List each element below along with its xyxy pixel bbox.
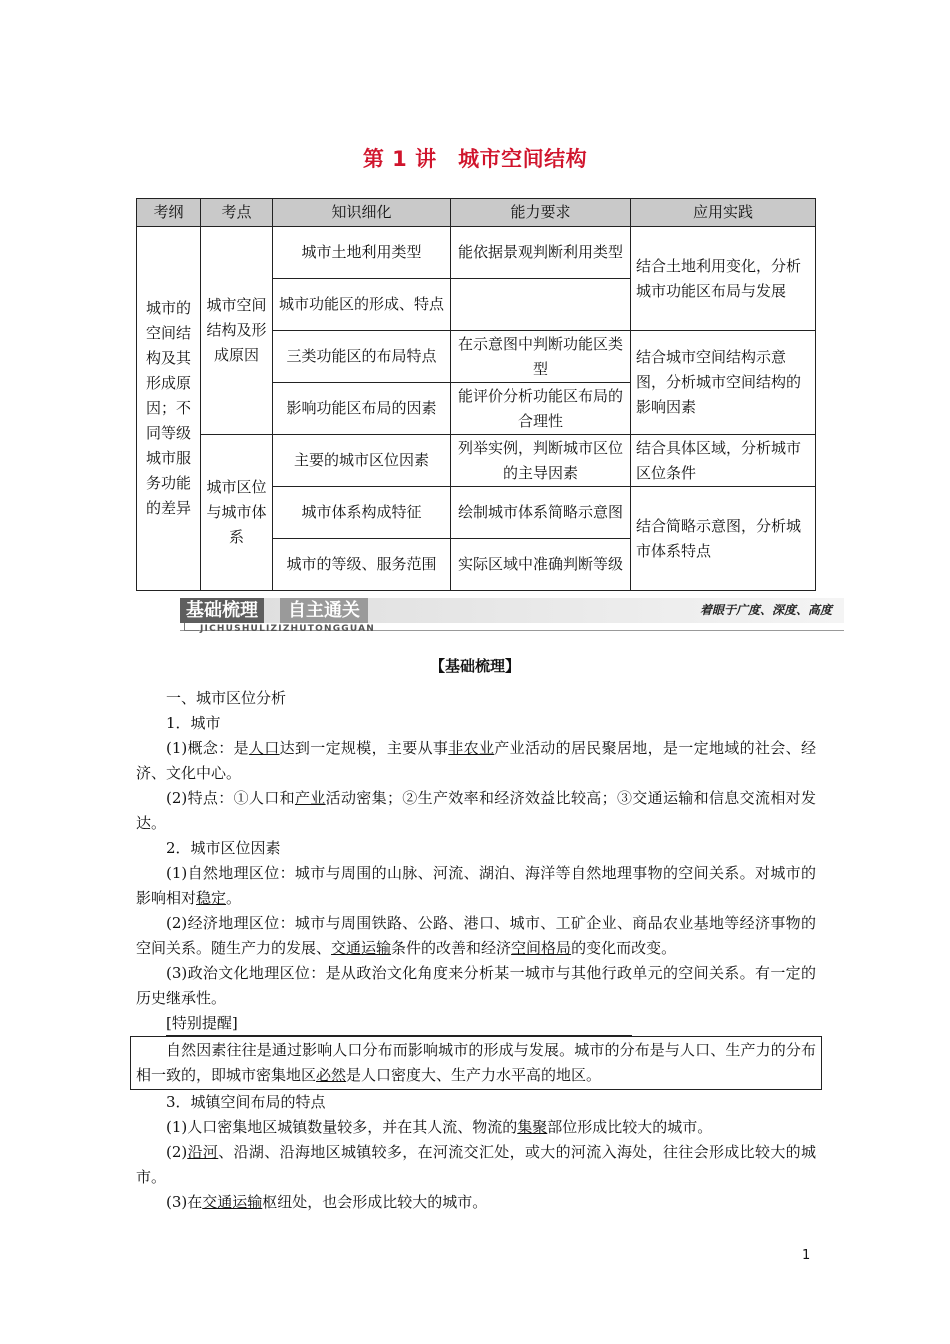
ability-cell: 在示意图中判断功能区类型 xyxy=(451,331,631,383)
table-row xyxy=(137,227,816,279)
banner-sub-label: 自主通关 xyxy=(280,598,368,623)
paragraph-concept: (1)概念：是人口达到一定规模，主要从事非农业产业活动的居民聚居地，是一定地域的社会、经济、文化中心。 xyxy=(136,739,816,782)
ability-cell: 绘制城市体系简略示意图 xyxy=(451,487,631,539)
banner-hook xyxy=(184,623,199,631)
content-body xyxy=(136,686,816,1215)
knowledge-cell: 城市功能区的形成、特点 xyxy=(273,279,451,331)
table-header-row xyxy=(137,199,816,227)
header-practice: 应用实践 xyxy=(631,199,816,227)
practice-cell: 结合土地利用变化，分析城市功能区布局与发展 xyxy=(631,227,816,331)
knowledge-cell: 主要的城市区位因素 xyxy=(273,435,451,487)
heading-1: 一、城市区位分析 xyxy=(166,689,287,707)
knowledge-cell: 影响功能区布局的因素 xyxy=(273,383,451,435)
knowledge-cell: 三类功能区的布局特点 xyxy=(273,331,451,383)
ability-cell: 列举实例，判断城市区位的主导因素 xyxy=(451,435,631,487)
knowledge-cell: 城市体系构成特征 xyxy=(273,487,451,539)
heading-1-3: 3．城镇空间布局的特点 xyxy=(166,1093,326,1111)
paragraph-layout-3: (3)在交通运输枢纽处，也会形成比较大的城市。 xyxy=(166,1193,488,1211)
page-number: 1 xyxy=(802,1248,811,1263)
tip-label: [特别提醒] xyxy=(166,1011,632,1036)
paragraph-economic: (2)经济地理区位：城市与周围铁路、公路、港口、城市、工矿企业、商品农业基地等经济事物的空间关系。随生产力的发展、交通运输条件的改善和经济空间格局的变化而改变。 xyxy=(136,914,816,957)
knowledge-cell: 城市土地利用类型 xyxy=(273,227,451,279)
section-banner xyxy=(180,598,844,636)
ability-cell xyxy=(451,279,631,331)
kaodian-cell-1: 城市空间结构及形成原因 xyxy=(201,227,273,435)
header-kaogang: 考纲 xyxy=(137,199,201,227)
paragraph-political: (3)政治文化地理区位：是从政治文化角度来分析某一城市与其他行政单元的空间关系。有一定的历史继承性。 xyxy=(136,964,816,1007)
ability-cell: 能依据景观判断利用类型 xyxy=(451,227,631,279)
knowledge-cell: 城市的等级、服务范围 xyxy=(273,539,451,591)
tip-text: 自然因素往往是通过影响人口分布而影响城市的形成与发展。城市的分布是与人口、生产力的分布相一致的，即城市密集地区必然是人口密度大、生产力水平高的地区。 xyxy=(136,1041,816,1084)
header-knowledge: 知识细化 xyxy=(273,199,451,227)
paragraph-natural: (1)自然地理区位：城市与周围的山脉、河流、湖泊、海洋等自然地理事物的空间关系。对城市的影响相对稳定。 xyxy=(136,864,816,907)
header-ability: 能力要求 xyxy=(451,199,631,227)
banner-pinyin: JICHUSHULIZIZHUTONGGUAN xyxy=(200,624,376,634)
ability-cell: 实际区域中准确判断等级 xyxy=(451,539,631,591)
syllabus-table xyxy=(136,198,816,591)
header-kaodian: 考点 xyxy=(201,199,273,227)
practice-cell: 结合具体区域，分析城市区位条件 xyxy=(631,435,816,487)
kaodian-cell-2: 城市区位与城市体系 xyxy=(201,435,273,591)
tip-box xyxy=(130,1036,822,1090)
heading-1-1: 1．城市 xyxy=(166,714,221,732)
kaogang-cell: 城市的空间结构及其形成原因；不同等级城市服务功能的差异 xyxy=(137,227,201,591)
heading-1-2: 2．城市区位因素 xyxy=(166,839,281,857)
page-title: 第 1 讲 城市空间结构 xyxy=(362,147,588,171)
banner-main-label: 基础梳理 xyxy=(180,598,264,623)
section-title: 【基础梳理】 xyxy=(429,657,520,675)
paragraph-features: (2)特点：①人口和产业活动密集；②生产效率和经济效益比较高；③交通运输和信息交流相对发达。 xyxy=(136,789,816,832)
table-row xyxy=(137,435,816,487)
paragraph-layout-1: (1)人口密集地区城镇数量较多，并在其人流、物流的集聚部位形成比较大的城市。 xyxy=(166,1118,713,1136)
practice-cell: 结合城市空间结构示意图，分析城市空间结构的影响因素 xyxy=(631,331,816,435)
paragraph-layout-2: (2)沿河、沿湖、沿海地区城镇较多，在河流交汇处，或大的河流入海处，往往会形成比较大的城市。 xyxy=(136,1143,816,1186)
banner-slogan: 着眼于广度、深度、高度 xyxy=(699,603,832,617)
ability-cell: 能评价分析功能区布局的合理性 xyxy=(451,383,631,435)
practice-cell: 结合简略示意图，分析城市体系特点 xyxy=(631,487,816,591)
